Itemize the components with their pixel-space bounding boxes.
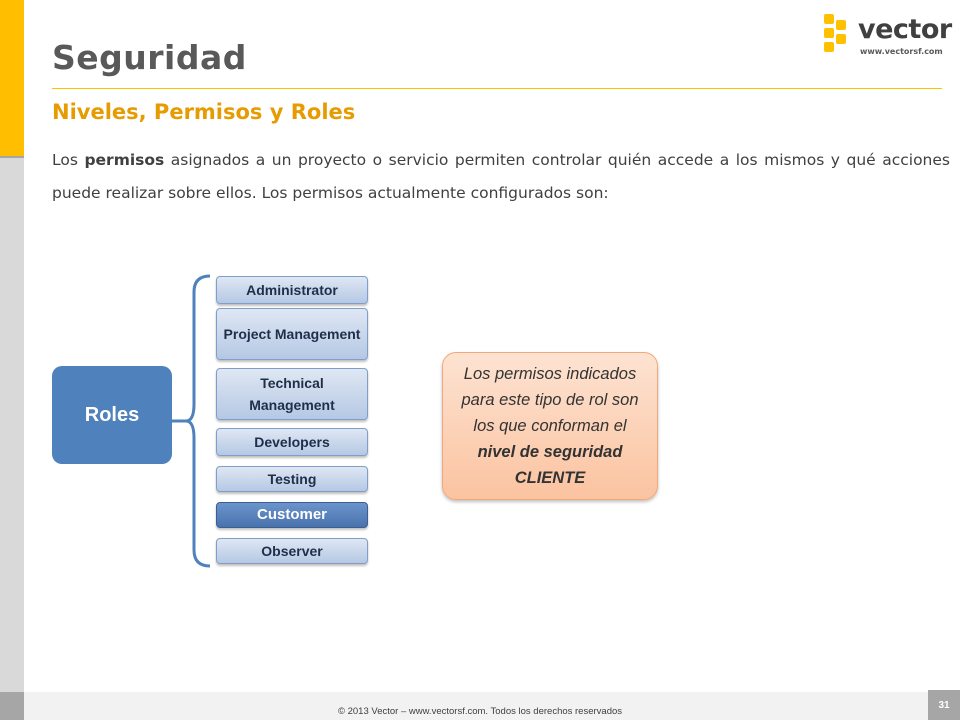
intro-text-start: Los xyxy=(52,151,85,169)
intro-text-bold: permisos xyxy=(84,151,165,169)
logo-square-icon xyxy=(836,34,846,44)
callout-text: Los permisos indicados para este tipo de rol son los que conforman el xyxy=(461,365,639,435)
left-accent-bar xyxy=(0,0,24,158)
footer-copyright: © 2013 Vector – www.vectorsf.com. Todos los derechos reservados xyxy=(337,706,623,717)
left-gray-bar xyxy=(0,158,24,720)
page-subtitle: Niveles, Permisos y Roles xyxy=(52,100,356,124)
roles-root-box xyxy=(52,366,172,464)
logo-square-icon xyxy=(836,20,846,30)
intro-paragraph xyxy=(52,144,950,210)
role-administrator: Administrator xyxy=(216,276,368,304)
logo-square-icon xyxy=(824,14,834,24)
logo-name: vector xyxy=(858,14,952,45)
role-developers: Developers xyxy=(216,428,368,456)
role-customer: Customer xyxy=(216,502,368,528)
callout-bold-text: nivel de seguridad CLIENTE xyxy=(477,443,623,487)
role-testing: Testing xyxy=(216,466,368,492)
page-title: Seguridad xyxy=(52,38,247,77)
vector-logo xyxy=(820,12,952,56)
roles-bracket xyxy=(172,272,218,570)
page-number: 31 xyxy=(928,690,960,720)
intro-text-rest: asignados a un proyecto o servicio permiten controlar quién accede a los mismos y qué acciones puede realizar sobre ellos. Los permisos actualmente configurados son: xyxy=(52,151,950,202)
callout-note xyxy=(442,352,658,500)
logo-url: www.vectorsf.com xyxy=(860,47,943,56)
logo-square-icon xyxy=(824,28,834,38)
role-technical-management: Technical Management xyxy=(216,368,368,420)
role-observer: Observer xyxy=(216,538,368,564)
role-project-management: Project Management xyxy=(216,308,368,360)
roles-root-label: Roles xyxy=(84,403,140,426)
logo-square-icon xyxy=(824,42,834,52)
title-divider xyxy=(52,88,942,89)
